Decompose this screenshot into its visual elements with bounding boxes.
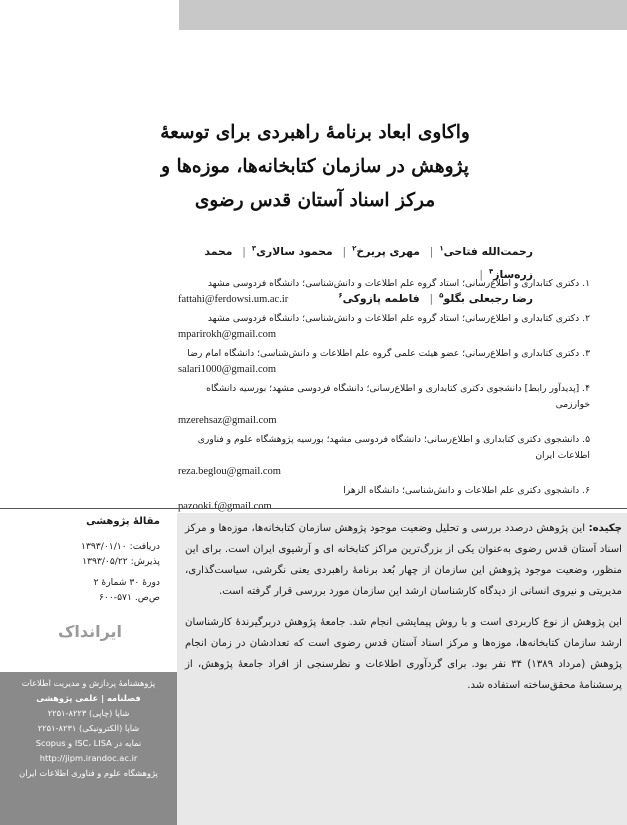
affiliation-5: ۵. دانشجوی دکتری کتابداری و اطلاع‌رسانی؛ دانشگاه فردوسی مشهد؛ بورسیه پژوهشگاه علوم و فناوری اطلاعات ایران reza.beglou@gmail.com xyxy=(178,432,590,480)
author-2: مهری پریرخ$^۲$ xyxy=(352,244,420,258)
author-4: محمد زره‌ساز$^۴$ xyxy=(204,244,533,282)
article-type: مقالۀ پژوهشی xyxy=(86,516,160,527)
affiliation-6: ۶. دانشجوی دکتری علم اطلاعات و دانش‌شناسی؛ دانشگاه الزهرا pazooki.f@gmail.com xyxy=(178,483,590,515)
indexing: نمایه در ISC، LISA و Scopus xyxy=(35,738,142,748)
publisher: پژوهشگاه علوم و فناوری اطلاعات ایران xyxy=(19,768,158,778)
journal-name: فصلنامه | علمی پژوهشی xyxy=(36,693,141,703)
journal-info xyxy=(0,672,177,825)
abstract-paragraph-2: این پژوهش از نوع کاربردی است و با روش پیمایشی انجام شد. جامعۀ پژوهش دربرگیرندۀ کارشناسان ارشد سازمان کتابخانه‌ها، موزه‌ها و مرکز اسناد آستان قدس رضوی است که تعدادشان در زمان انجام پژوهش (مرداد ۱۳۸۹) ۳۴ نفر بود. برای گردآوری اطلاعات و نظرسنجی از افراد جامعۀ پژوهش، از پرسشنامۀ محقق‌ساخته استفاده شد. xyxy=(185,617,623,691)
affiliation-4: ۴. [پدیدآور رابط] دانشجوی دکتری کتابداری و اطلاع‌رسانی؛ دانشگاه فردوسی مشهد؛ بورسیه دانشگاه خوارزمی mzerehsaz@gmail.com xyxy=(178,381,590,429)
affiliation-1: ۱. دکتری کتابداری و اطلاع‌رسانی؛ استاد گروه علم اطلاعات و دانش‌شناسی؛ دانشگاه فردوسی مشهد fattahi@ferdowsi.um.ac.ir xyxy=(178,276,590,308)
affiliation-2: ۲. دکتری کتابداری و اطلاع‌رسانی؛ استاد گروه علم اطلاعات و دانش‌شناسی؛ دانشگاه فردوسی مشهد mparirokh@gmail.com xyxy=(178,311,590,343)
article-title: واکاوی ابعاد برنامۀ راهبردی برای توسعۀ پژوهش در سازمان کتابخانه‌ها، موزه‌ها و مرکز اسناد آستان قدس رضوی xyxy=(160,122,470,211)
page-range: ص‌ص. ۵۷۱-۶۰۰ xyxy=(98,592,160,603)
author-5: رضا رجبعلی بگلو$^۵$ xyxy=(439,291,533,305)
issue-info: دورۀ ۳۰ شمارۀ ۲ xyxy=(93,577,160,588)
author-6: فاطمه پازوکی$^۶$ xyxy=(338,291,420,305)
abstract-text xyxy=(185,518,622,706)
header-bar xyxy=(179,0,627,30)
author-1: رحمت‌الله فتاحی$^۱$ xyxy=(439,244,533,258)
journal-url[interactable]: http://jipm.irandoc.ac.ir xyxy=(39,753,138,763)
irandoc-logo: ایرانداک xyxy=(57,622,123,641)
author-email[interactable]: fattahi@ferdowsi.um.ac.ir xyxy=(178,294,289,305)
author-email[interactable]: pazooki.f@gmail.com xyxy=(178,501,272,512)
issn-online: شاپا (الکترونیکی) ۸۲۳۱-۲۲۵۱ xyxy=(37,723,140,733)
journal-institute: پژوهشنامۀ پردازش و مدیریت اطلاعات xyxy=(21,678,156,688)
authors-line-1: رحمت‌الله فتاحی$^۱$| مهری پریرخ$^۲$| محمود سالاری$^۳$| محمد زره‌ساز$^۴$| xyxy=(204,244,533,282)
affiliations xyxy=(178,276,590,518)
issn-print: شاپا (چاپی) ۸۲۲۳-۲۲۵۱ xyxy=(47,708,130,718)
authors-line-2: رضا رجبعلی بگلو$^۵$| فاطمه پازوکی$^۶$ xyxy=(338,291,533,305)
accepted-date: پذیرش: ۱۳۹۳/۰۵/۲۲ xyxy=(82,556,160,567)
author-3: محمود سالاری$^۳$ xyxy=(251,244,333,258)
abstract-paragraph-1: چکیده: این پژوهش درصدد بررسی و تحلیل وضعیت موجود پژوهش سازمان کتابخانه‌ها، موزه‌ها و مرکز اسناد آستان قدس رضوی به‌عنوان یکی از بزرگ‌ترین مراکز کتابخانه ای و آرشیوی ایران است. برای این منظور، وضعیت موجود پژوهش این سازمان از چهار بُعد برنامۀ راهبردی یعنی نگرشی، سیاست‌گذاری، مدیریتی و نیروی انسانی از دیدگاه کارشناسان ارشد این سازمان مورد بررسی قرار گرفته است. xyxy=(185,523,622,597)
section-divider xyxy=(0,508,627,509)
article-meta xyxy=(20,514,160,605)
received-date: دریافت: ۱۳۹۳/۰۱/۱۰ xyxy=(81,541,160,552)
author-email[interactable]: salari1000@gmail.com xyxy=(178,364,277,375)
affiliation-3: ۳. دکتری کتابداری و اطلاع‌رسانی؛ عضو هیئت علمی گروه علم اطلاعات و دانش‌شناسی؛ دانشگاه امام رضا salari1000@gmail.com xyxy=(178,346,590,378)
abstract-label: چکیده: xyxy=(588,523,622,534)
author-email[interactable]: mparirokh@gmail.com xyxy=(178,329,277,340)
author-email[interactable]: mzerehsaz@gmail.com xyxy=(178,415,277,426)
author-email[interactable]: reza.beglou@gmail.com xyxy=(178,466,281,477)
